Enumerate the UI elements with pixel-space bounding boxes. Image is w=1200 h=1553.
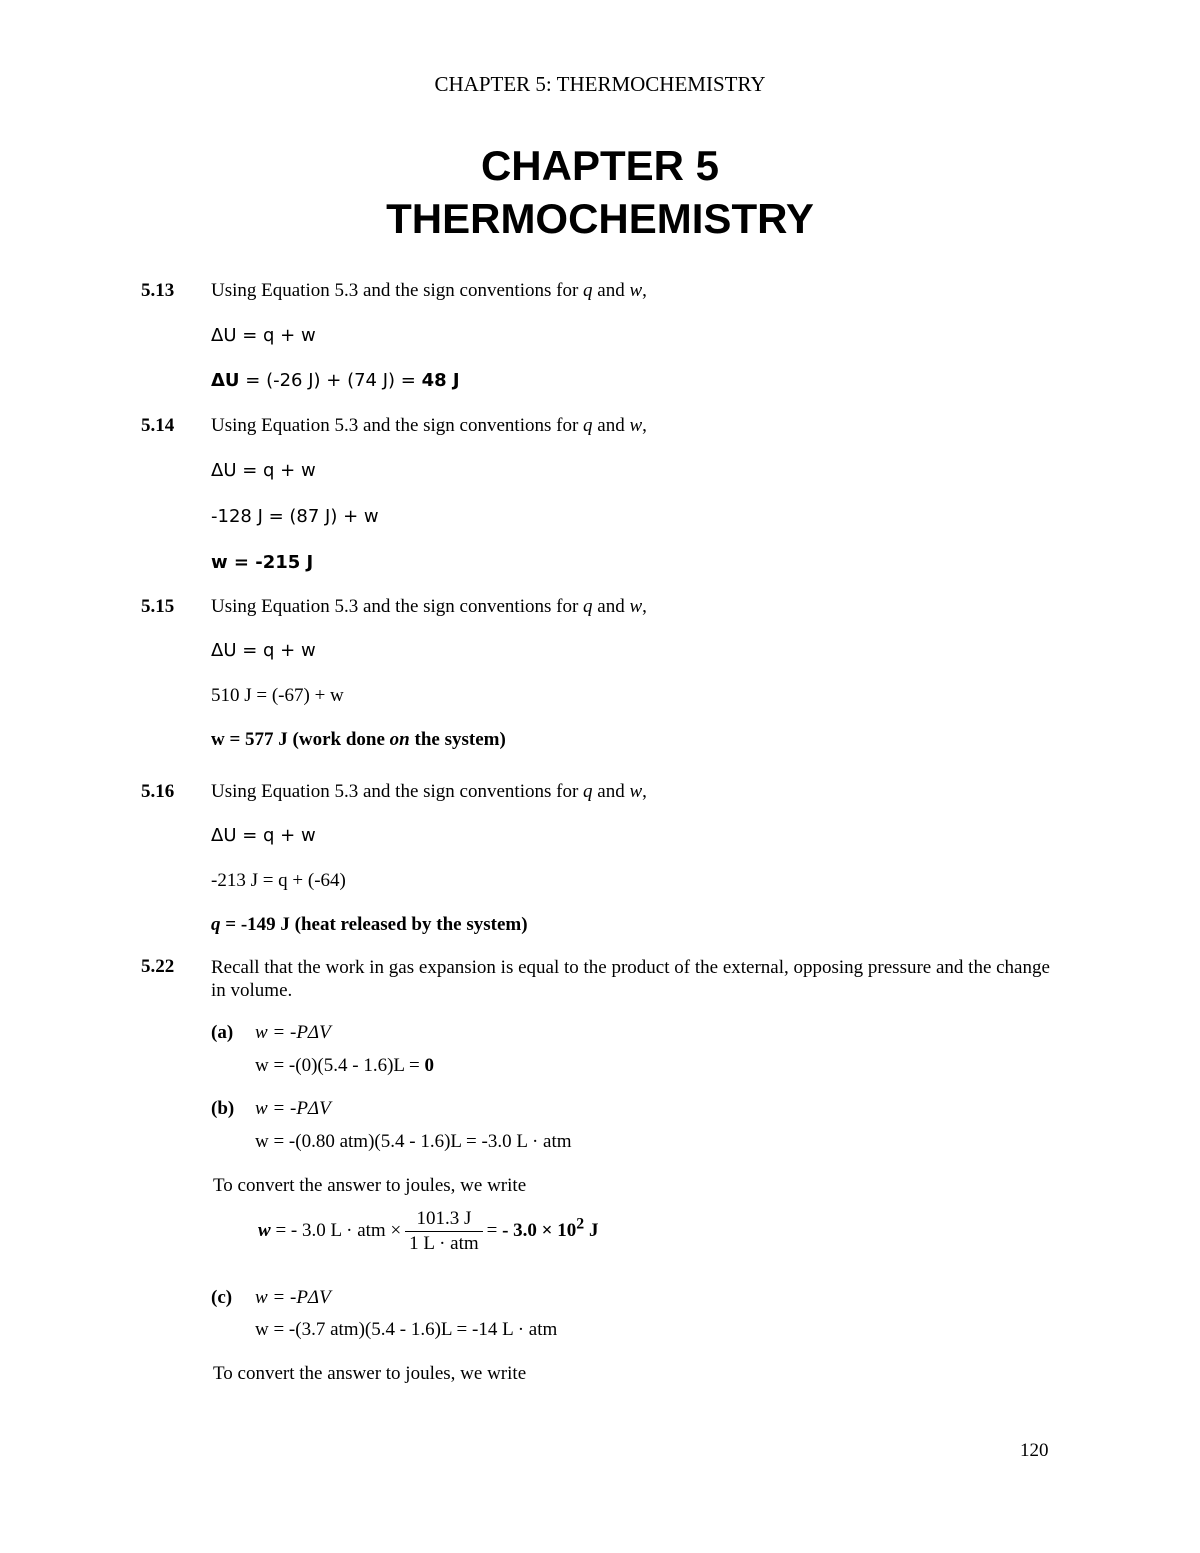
result-value: 48 J	[421, 370, 460, 391]
and-text: and	[592, 781, 630, 802]
result-5-14: w = -215 J	[211, 552, 314, 573]
part-c-convert-text: To convert the answer to joules, we write	[213, 1363, 527, 1384]
part-c-eq2: w = -(3.7 atm)(5.4 - 1.6)L = -14 L · atm	[255, 1319, 558, 1340]
result-5-15	[211, 729, 506, 751]
intro-text: Using Equation 5.3 and the sign conventions for	[211, 781, 584, 802]
comma: ,	[642, 596, 647, 617]
chapter-title-line-1: CHAPTER 5	[480, 142, 720, 189]
part-b-convert-text: To convert the answer to joules, we write	[213, 1175, 527, 1196]
conversion-mid: = - 3.0 L · atm ×	[270, 1219, 402, 1241]
q-symbol: q	[583, 415, 593, 436]
problem-number-5-22: 5.22	[141, 956, 175, 977]
conversion-fraction	[405, 1207, 482, 1256]
comma: ,	[642, 781, 647, 802]
w-symbol: w	[629, 415, 643, 436]
part-b-eq1: w = -PΔV	[255, 1098, 331, 1119]
result-q: q	[211, 914, 221, 935]
q-symbol: q	[583, 596, 593, 617]
intro-text: Using Equation 5.3 and the sign conventions for	[211, 596, 584, 617]
conversion-lhs: w	[258, 1219, 271, 1241]
conversion-unit: J	[584, 1219, 599, 1241]
chapter-title-line-2: THERMOCHEMISTRY	[386, 195, 814, 242]
problem-intro-5-14	[211, 415, 647, 437]
part-c-label: (c)	[211, 1287, 233, 1308]
result-mid: = (-26 J) + (74 J) =	[239, 370, 422, 391]
equation-du-5-16: ΔU = q + w	[211, 825, 316, 846]
part-a-eq2-text: w = -(0)(5.4 - 1.6)L =	[255, 1055, 425, 1076]
part-a-eq2	[255, 1055, 434, 1077]
part-b-eq2: w = -(0.80 atm)(5.4 - 1.6)L = -3.0 L · atm	[255, 1131, 572, 1152]
equation-du-5-13: ΔU = q + w	[211, 325, 316, 346]
q-symbol: q	[583, 781, 593, 802]
result-rest: = -149 J (heat released by the system)	[220, 914, 528, 935]
result-lhs: ΔU	[211, 370, 240, 391]
intro-text: Using Equation 5.3 and the sign conventions for	[211, 280, 584, 301]
equation-5-15-line2: 510 J = (-67) + w	[211, 685, 344, 706]
and-text: and	[592, 280, 630, 301]
page-number: 120	[1020, 1440, 1049, 1461]
problem-intro-5-15	[211, 596, 647, 618]
comma: ,	[642, 280, 647, 301]
w-symbol: w	[629, 280, 643, 301]
conversion-exponent: 2	[576, 1215, 585, 1233]
part-c-eq1: w = -PΔV	[255, 1287, 331, 1308]
fraction-denominator: 1 L · atm	[409, 1233, 479, 1254]
problem-number-5-16: 5.16	[141, 781, 175, 802]
running-head: CHAPTER 5: THERMOCHEMISTRY	[434, 72, 766, 96]
part-b-label: (b)	[211, 1098, 235, 1119]
result-on: on	[389, 729, 410, 750]
problem-number-5-15: 5.15	[141, 596, 175, 617]
part-a-eq1: w = -PΔV	[255, 1022, 331, 1043]
intro-text: Using Equation 5.3 and the sign conventions for	[211, 415, 584, 436]
part-a-label: (a)	[211, 1022, 234, 1043]
conversion-result: - 3.0 × 10	[502, 1219, 577, 1241]
equation-du-5-15: ΔU = q + w	[211, 640, 316, 661]
result-suffix: the system)	[409, 729, 506, 750]
result-5-13	[211, 370, 460, 391]
result-5-16	[211, 914, 528, 936]
part-b-conversion	[258, 1207, 598, 1256]
equation-5-16-line2: -213 J = q + (-64)	[211, 870, 346, 891]
part-a-eq2-value: 0	[424, 1055, 435, 1076]
problem-intro-5-13	[211, 280, 647, 302]
problem-number-5-13: 5.13	[141, 280, 175, 301]
comma: ,	[642, 415, 647, 436]
problem-number-5-14: 5.14	[141, 415, 175, 436]
problem-intro-5-16	[211, 781, 647, 803]
and-text: and	[592, 596, 630, 617]
problem-intro-5-22: Recall that the work in gas expansion is equal to the product of the external, opposing pressure and the change in volume.	[211, 957, 1050, 1001]
w-symbol: w	[629, 596, 643, 617]
fraction-numerator: 101.3 J	[405, 1207, 482, 1232]
equation-5-14-line2: -128 J = (87 J) + w	[211, 506, 379, 527]
equation-du-5-14: ΔU = q + w	[211, 460, 316, 481]
and-text: and	[592, 415, 630, 436]
result-prefix: w = 577 J (work done	[211, 729, 390, 750]
q-symbol: q	[583, 280, 593, 301]
w-symbol: w	[629, 781, 643, 802]
conversion-equals: =	[486, 1219, 503, 1241]
